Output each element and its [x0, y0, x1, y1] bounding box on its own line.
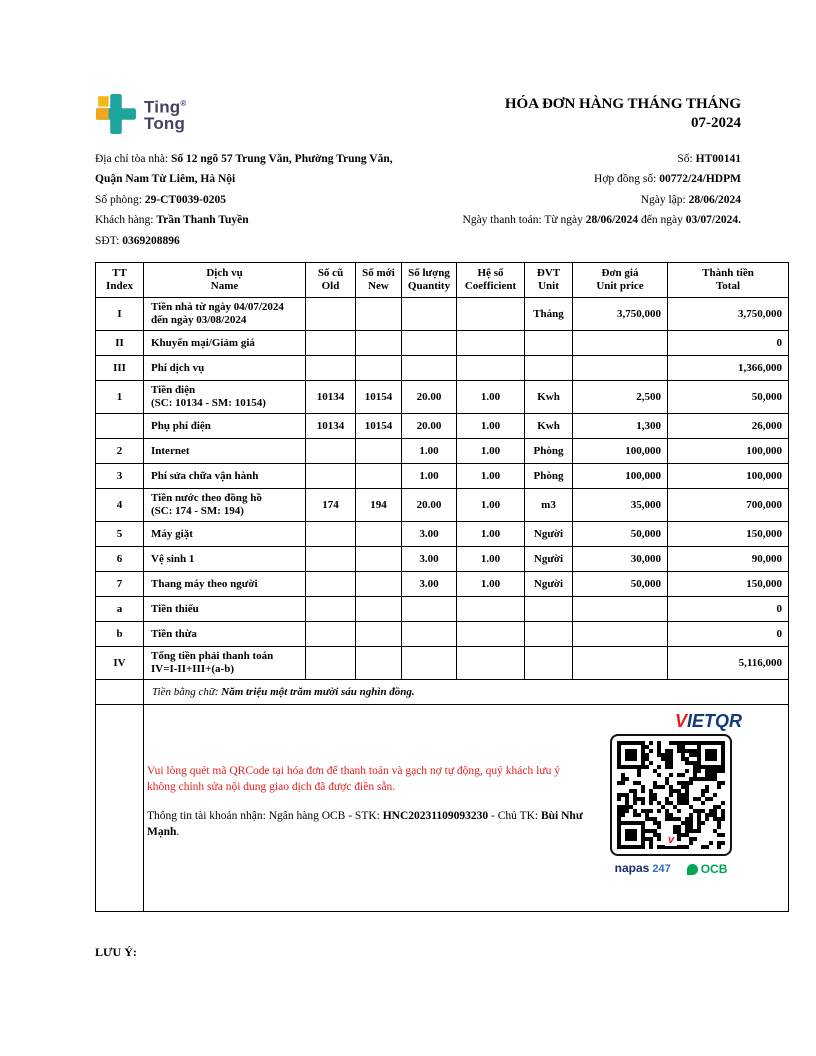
cell-unit: [525, 597, 573, 622]
cell-old: [306, 331, 356, 356]
header-top: [95, 93, 788, 135]
cell-price: 3,750,000: [573, 298, 668, 331]
cell-tt: I: [96, 298, 144, 331]
logo-text: [144, 96, 186, 132]
qr-center-logo-icon: v: [665, 834, 677, 846]
cell-coef: [457, 298, 525, 331]
cell-tt: 3: [96, 464, 144, 489]
account-info: Thông tin tài khoản nhận: Ngân hàng OCB - STK: HNC20231109093230 - Chủ TK: Bùi Như Mạnh.: [147, 810, 583, 839]
col-header-tt: TT Index: [96, 263, 144, 298]
cell-coef: 1.00: [457, 522, 525, 547]
cell-tt: [96, 414, 144, 439]
invoice-title: HÓA ĐƠN HÀNG THÁNG THÁNG 07-2024: [504, 96, 741, 131]
payment-cell: [144, 705, 789, 912]
table-row: [96, 489, 789, 522]
payment-text-block: [147, 711, 585, 899]
customer-name: Khách hàng: Trần Thanh Tuyền: [95, 214, 249, 227]
payment-network-logos: [615, 862, 728, 876]
table-row: [96, 414, 789, 439]
cell-name: Phí dịch vụ: [144, 356, 306, 381]
meta-row: [95, 231, 788, 251]
cell-price: [573, 622, 668, 647]
cell-coef: 1.00: [457, 489, 525, 522]
building-address-line2: Quận Nam Từ Liêm, Hà Nội: [95, 173, 236, 186]
cell-name: Internet: [144, 439, 306, 464]
cell-old: [306, 439, 356, 464]
meta-row: [95, 210, 788, 230]
cell-old: [306, 298, 356, 331]
cell-new: [356, 356, 402, 381]
cell-name: Phụ phí điện: [144, 414, 306, 439]
logo-line2: Tong: [144, 113, 186, 133]
cell-coef: [457, 622, 525, 647]
cell-new: [356, 464, 402, 489]
cell-total: 150,000: [668, 572, 789, 597]
invoice-number: Số: HT00141: [677, 153, 741, 165]
cell-coef: [457, 597, 525, 622]
service-table-body: [96, 298, 789, 680]
cell-qty: [402, 331, 457, 356]
meta-row: [95, 190, 788, 210]
cell-unit: Tháng: [525, 298, 573, 331]
cell-total: 90,000: [668, 547, 789, 572]
cell-coef: [457, 356, 525, 381]
cell-total: 5,116,000: [668, 647, 789, 680]
issue-date: Ngày lập: 28/06/2024: [640, 193, 741, 206]
cell-coef: 1.00: [457, 572, 525, 597]
cell-new: 10154: [356, 414, 402, 439]
meta-row: [95, 149, 788, 169]
phone-number: SĐT: 0369208896: [95, 234, 180, 247]
cell-coef: 1.00: [457, 464, 525, 489]
meta-row: [95, 169, 788, 189]
cell-price: 100,000: [573, 439, 668, 464]
cell-new: [356, 522, 402, 547]
cell-unit: Người: [525, 547, 573, 572]
cell-tt: III: [96, 356, 144, 381]
cell-unit: [525, 622, 573, 647]
cell-old: [306, 547, 356, 572]
cell-tt: II: [96, 331, 144, 356]
col-header-quantity: Số lượng Quantity: [402, 263, 457, 298]
qr-block: [596, 711, 746, 899]
logo-line1: Ting: [144, 97, 181, 117]
cell-old: 10134: [306, 381, 356, 414]
cell-tt: 5: [96, 522, 144, 547]
cell-old: [306, 647, 356, 680]
table-row: [96, 464, 789, 489]
cell-price: 2,500: [573, 381, 668, 414]
cell-unit: [525, 331, 573, 356]
cell-price: [573, 331, 668, 356]
cell-qty: 1.00: [402, 439, 457, 464]
col-header-coefficient: Hệ số Coefficient: [457, 263, 525, 298]
note-label: LƯU Ý:: [95, 945, 137, 960]
cell-price: 1,300: [573, 414, 668, 439]
cell-total: 150,000: [668, 522, 789, 547]
table-row: [96, 547, 789, 572]
cell-unit: Kwh: [525, 414, 573, 439]
cell-price: [573, 647, 668, 680]
cell-name: Vệ sinh 1: [144, 547, 306, 572]
col-header-name: Dịch vụ Name: [144, 263, 306, 298]
tingtong-logo-icon: [95, 93, 137, 135]
cell-new: [356, 647, 402, 680]
table-row: [96, 597, 789, 622]
cell-qty: 20.00: [402, 381, 457, 414]
cell-total: 3,750,000: [668, 298, 789, 331]
cell-price: 50,000: [573, 522, 668, 547]
cell-empty: [96, 680, 144, 705]
cell-tt: b: [96, 622, 144, 647]
cell-old: 10134: [306, 414, 356, 439]
cell-qty: [402, 597, 457, 622]
contract-number: Hợp đồng số: 00772/24/HDPM: [594, 173, 741, 186]
col-header-unit-price: Đơn giá Unit price: [573, 263, 668, 298]
cell-new: [356, 547, 402, 572]
napas-logo: napas 247: [614, 861, 671, 876]
cell-coef: [457, 647, 525, 680]
tingtong-logo: [95, 93, 186, 135]
table-row: [96, 622, 789, 647]
amount-in-words: Tiền bằng chữ: Năm triệu một trăm mười sáu nghìn đồng.: [144, 680, 789, 705]
cell-tt: 7: [96, 572, 144, 597]
cell-name: Tiền nhà từ ngày 04/07/2024 đến ngày 03/08/2024: [144, 298, 306, 331]
building-address-line1: Địa chỉ tòa nhà: Số 12 ngõ 57 Trung Văn, Phường Trung Văn,: [95, 153, 393, 165]
col-header-total: Thành tiền Total: [668, 263, 789, 298]
cell-new: [356, 298, 402, 331]
cell-total: 700,000: [668, 489, 789, 522]
cell-total: 26,000: [668, 414, 789, 439]
table-row: [96, 298, 789, 331]
cell-new: 194: [356, 489, 402, 522]
cell-qty: 1.00: [402, 464, 457, 489]
amount-words-row: [96, 680, 789, 705]
cell-unit: m3: [525, 489, 573, 522]
cell-coef: [457, 331, 525, 356]
cell-old: [306, 597, 356, 622]
cell-name: Thang máy theo người: [144, 572, 306, 597]
cell-qty: 20.00: [402, 489, 457, 522]
cell-price: 50,000: [573, 572, 668, 597]
registered-mark: ®: [180, 99, 187, 109]
cell-total: 0: [668, 331, 789, 356]
table-row: [96, 572, 789, 597]
cell-total: 100,000: [668, 464, 789, 489]
table-row: [96, 331, 789, 356]
cell-total: 0: [668, 597, 789, 622]
cell-name: Tiền nước theo đồng hồ (SC: 174 - SM: 194): [144, 489, 306, 522]
col-header-new: Số mới New: [356, 263, 402, 298]
table-row: [96, 381, 789, 414]
table-row: [96, 522, 789, 547]
cell-total: 50,000: [668, 381, 789, 414]
cell-total: 0: [668, 622, 789, 647]
cell-qty: 3.00: [402, 522, 457, 547]
payment-dates: Ngày thanh toán: Từ ngày 28/06/2024 đến ngày 03/07/2024.: [462, 214, 741, 227]
vietqr-logo: VIETQR: [674, 711, 742, 732]
cell-unit: [525, 647, 573, 680]
cell-name: Tiền thiếu: [144, 597, 306, 622]
cell-coef: 1.00: [457, 381, 525, 414]
col-header-old: Số cũ Old: [306, 263, 356, 298]
cell-tt: IV: [96, 647, 144, 680]
cell-price: 100,000: [573, 464, 668, 489]
cell-tt: 6: [96, 547, 144, 572]
payment-row: [96, 705, 789, 912]
cell-price: 30,000: [573, 547, 668, 572]
table-row: [96, 647, 789, 680]
cell-empty: [96, 705, 144, 912]
cell-name: Tiền điện (SC: 10134 - SM: 10154): [144, 381, 306, 414]
table-row: [96, 439, 789, 464]
cell-name: Phí sửa chữa vận hành: [144, 464, 306, 489]
cell-old: [306, 622, 356, 647]
cell-qty: 3.00: [402, 572, 457, 597]
cell-old: 174: [306, 489, 356, 522]
cell-price: 35,000: [573, 489, 668, 522]
payment-notice: Vui lòng quét mã QRCode tại hóa đơn để thanh toán và gạch nợ tự động, quý khách lưu ý không chỉnh sửa nội dung giao dịch đã được điền sẵn.: [147, 765, 560, 794]
cell-new: [356, 572, 402, 597]
cell-tt: a: [96, 597, 144, 622]
cell-old: [306, 522, 356, 547]
cell-new: [356, 622, 402, 647]
cell-qty: [402, 356, 457, 381]
cell-unit: Phòng: [525, 439, 573, 464]
cell-qty: [402, 298, 457, 331]
cell-qty: [402, 647, 457, 680]
cell-price: [573, 597, 668, 622]
cell-total: 100,000: [668, 439, 789, 464]
cell-tt: 4: [96, 489, 144, 522]
cell-unit: Kwh: [525, 381, 573, 414]
cell-tt: 1: [96, 381, 144, 414]
ocb-icon: [687, 864, 698, 875]
qr-code-icon: [617, 741, 725, 849]
qr-frame: [610, 734, 732, 856]
cell-new: 10154: [356, 381, 402, 414]
cell-name: Máy giặt: [144, 522, 306, 547]
invoice-meta: [95, 149, 788, 251]
cell-name: Khuyến mại/Giảm giá: [144, 331, 306, 356]
cell-unit: Người: [525, 522, 573, 547]
cell-unit: Người: [525, 572, 573, 597]
cell-old: [306, 356, 356, 381]
cell-qty: [402, 622, 457, 647]
cell-coef: 1.00: [457, 439, 525, 464]
cell-unit: [525, 356, 573, 381]
room-number: Số phòng: 29-CT0039-0205: [95, 193, 226, 206]
cell-qty: 20.00: [402, 414, 457, 439]
cell-new: [356, 331, 402, 356]
table-row: [96, 356, 789, 381]
cell-new: [356, 439, 402, 464]
cell-new: [356, 597, 402, 622]
cell-old: [306, 572, 356, 597]
cell-coef: 1.00: [457, 414, 525, 439]
table-header-row: [96, 263, 789, 298]
ocb-logo: OCB: [687, 863, 728, 876]
col-header-unit: ĐVT Unit: [525, 263, 573, 298]
cell-total: 1,366,000: [668, 356, 789, 381]
cell-unit: Phòng: [525, 464, 573, 489]
cell-name: Tiền thừa: [144, 622, 306, 647]
cell-coef: 1.00: [457, 547, 525, 572]
cell-qty: 3.00: [402, 547, 457, 572]
service-table: [95, 262, 789, 912]
cell-old: [306, 464, 356, 489]
cell-tt: 2: [96, 439, 144, 464]
cell-name: Tổng tiền phải thanh toán IV=I-II+III+(a-b): [144, 647, 306, 680]
cell-price: [573, 356, 668, 381]
